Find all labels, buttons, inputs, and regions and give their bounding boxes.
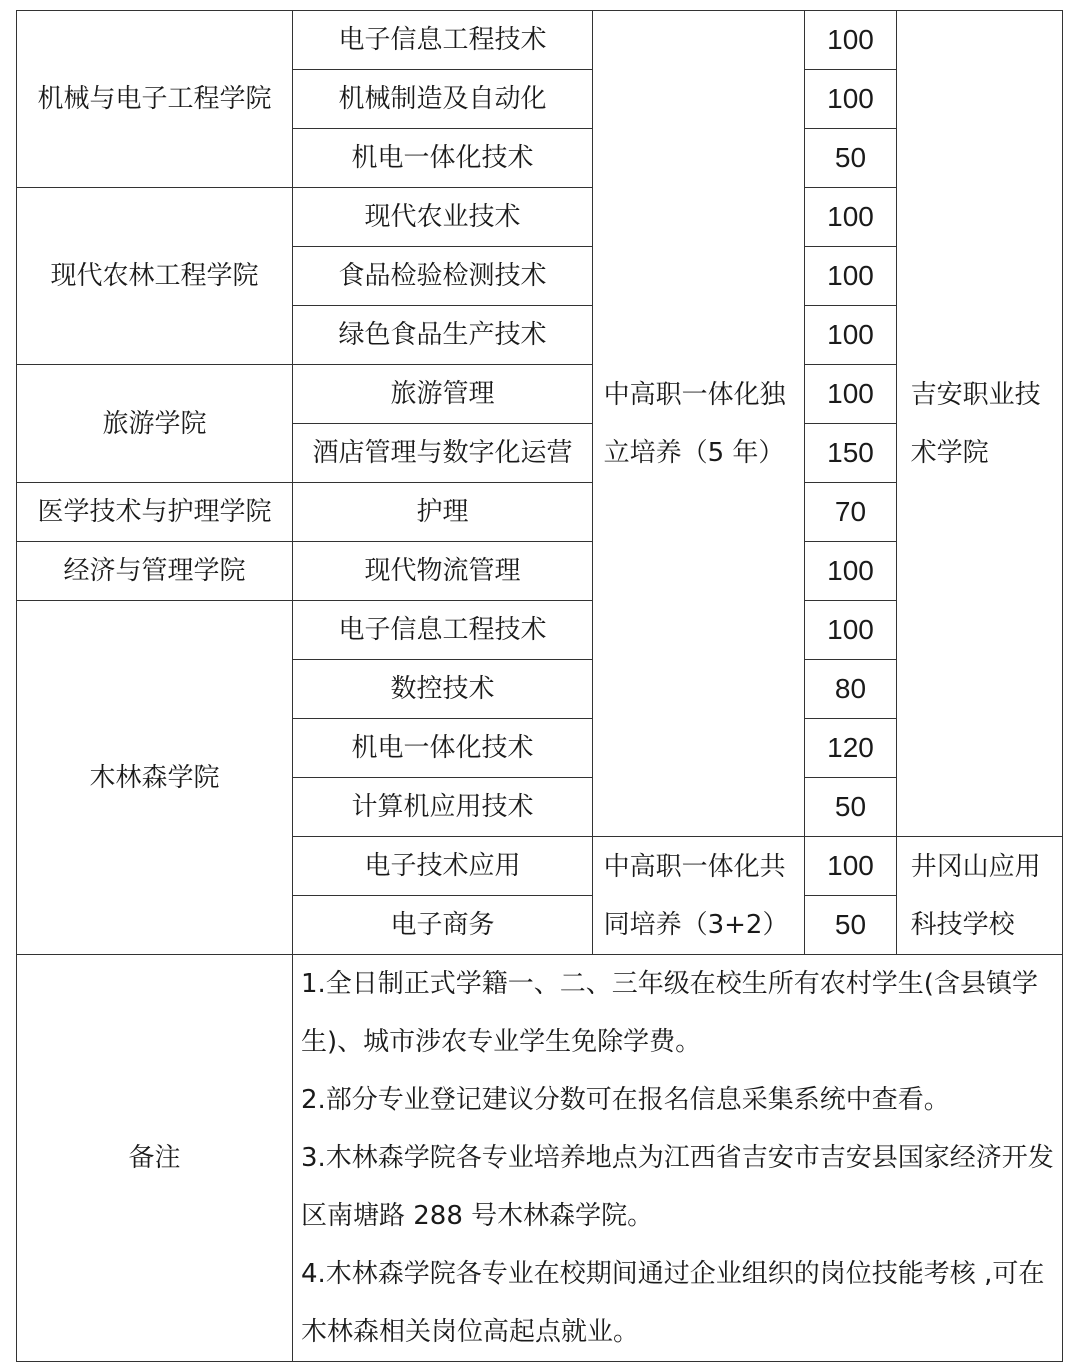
major-cell: 机械制造及自动化 <box>293 70 593 129</box>
count-cell: 100 <box>805 70 897 129</box>
school-text: 井冈山应用科技学校 <box>910 851 1041 940</box>
major-cell: 电子商务 <box>293 896 593 955</box>
major-cell: 计算机应用技术 <box>293 778 593 837</box>
count-cell: 150 <box>805 424 897 483</box>
count-cell: 100 <box>805 365 897 424</box>
note-item: 2.部分专业登记建议分数可在报名信息采集系统中查看。 <box>301 1085 950 1115</box>
major-cell: 食品检验检测技术 <box>293 247 593 306</box>
notes-label: 备注 <box>17 955 293 1362</box>
count-cell: 120 <box>805 719 897 778</box>
college-cell: 经济与管理学院 <box>17 542 293 601</box>
count-cell: 100 <box>805 11 897 70</box>
count-cell: 50 <box>805 778 897 837</box>
school-cell <box>897 837 1063 955</box>
major-cell: 机电一体化技术 <box>293 129 593 188</box>
mode-text: 中高职一体化独立培养（5 年） <box>603 379 786 468</box>
mode-text: 中高职一体化共同培养（3+2） <box>603 851 789 940</box>
major-cell: 数控技术 <box>293 660 593 719</box>
college-cell: 旅游学院 <box>17 365 293 483</box>
count-cell: 100 <box>805 837 897 896</box>
major-cell: 旅游管理 <box>293 365 593 424</box>
major-cell: 现代农业技术 <box>293 188 593 247</box>
college-cell: 木林森学院 <box>17 601 293 955</box>
note-item: 4.木林森学院各专业在校期间通过企业组织的岗位技能考核 ,可在木林森相关岗位高起点就业。 <box>301 1259 1045 1347</box>
major-cell: 电子信息工程技术 <box>293 11 593 70</box>
count-cell: 80 <box>805 660 897 719</box>
major-cell: 绿色食品生产技术 <box>293 306 593 365</box>
major-cell: 酒店管理与数字化运营 <box>293 424 593 483</box>
major-cell: 现代物流管理 <box>293 542 593 601</box>
count-cell: 50 <box>805 129 897 188</box>
college-cell: 现代农林工程学院 <box>17 188 293 365</box>
note-item: 1.全日制正式学籍一、二、三年级在校生所有农村学生(含县镇学生)、城市涉农专业学生免除学费。 <box>301 969 1038 1057</box>
notes-row <box>17 955 1063 1362</box>
school-text: 吉安职业技术学院 <box>910 379 1041 468</box>
major-cell: 护理 <box>293 483 593 542</box>
table-row <box>17 11 1063 70</box>
school-cell <box>897 11 1063 837</box>
count-cell: 100 <box>805 542 897 601</box>
count-cell: 100 <box>805 188 897 247</box>
mode-cell <box>593 837 805 955</box>
notes-cell <box>293 955 1063 1362</box>
major-cell: 电子技术应用 <box>293 837 593 896</box>
count-cell: 100 <box>805 306 897 365</box>
college-cell: 医学技术与护理学院 <box>17 483 293 542</box>
count-cell: 100 <box>805 247 897 306</box>
count-cell: 100 <box>805 601 897 660</box>
note-item: 3.木林森学院各专业培养地点为江西省吉安市吉安县国家经济开发区南塘路 288 号木林森学院。 <box>301 1143 1054 1231</box>
major-cell: 电子信息工程技术 <box>293 601 593 660</box>
enrollment-table <box>16 10 1063 1362</box>
major-cell: 机电一体化技术 <box>293 719 593 778</box>
college-cell: 机械与电子工程学院 <box>17 11 293 188</box>
count-cell: 50 <box>805 896 897 955</box>
mode-cell <box>593 11 805 837</box>
count-cell: 70 <box>805 483 897 542</box>
